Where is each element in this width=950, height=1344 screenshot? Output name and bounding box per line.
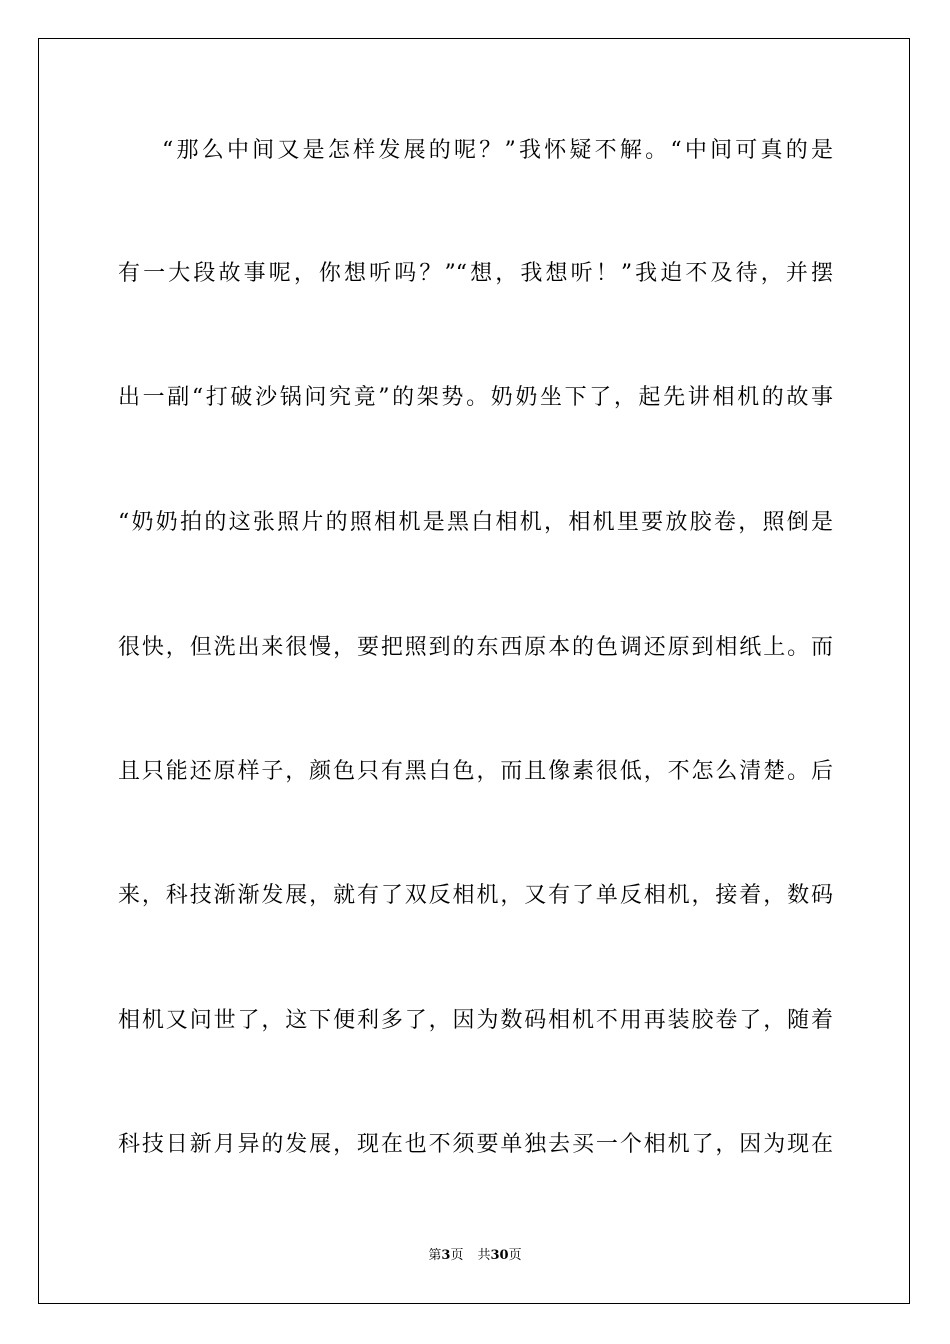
paragraph-line: 科技日新月异的发展，现在也不须要单独去买一个相机了，因为现在 xyxy=(118,1132,833,1157)
page-border xyxy=(38,38,910,1304)
paragraph-line: 很快，但洗出来很慢，要把照到的东西原本的色调还原到相纸上。而 xyxy=(118,635,833,660)
paragraph-line: “那么中间又是怎样发展的呢？”我怀疑不解。“中间可真的是 xyxy=(162,138,833,163)
total-suffix: 页 xyxy=(508,1248,522,1263)
page-footer xyxy=(0,1247,950,1265)
paragraph-line: 出一副“打破沙锅问究竟”的架势。奶奶坐下了，起先讲相机的故事 xyxy=(118,385,833,410)
paragraph-line: 来，科技渐渐发展，就有了双反相机，又有了单反相机，接着，数码 xyxy=(118,883,833,908)
page-suffix: 页 xyxy=(450,1248,464,1263)
total-prefix: 共 xyxy=(477,1248,491,1263)
paragraph-line: 相机又问世了，这下便利多了，因为数码相机不用再装胶卷了，随着 xyxy=(118,1008,833,1033)
page-number: 3 xyxy=(441,1248,451,1263)
paragraph-line: 有一大段故事呢，你想听吗？”“想，我想听！”我迫不及待，并摆 xyxy=(118,261,833,286)
paragraph-line: 且只能还原样子，颜色只有黑白色，而且像素很低，不怎么清楚。后 xyxy=(118,759,833,784)
total-pages: 30 xyxy=(490,1248,509,1263)
page-prefix: 第 xyxy=(428,1248,442,1263)
paragraph-line: “奶奶拍的这张照片的照相机是黑白相机，相机里要放胶卷，照倒是 xyxy=(118,510,833,535)
